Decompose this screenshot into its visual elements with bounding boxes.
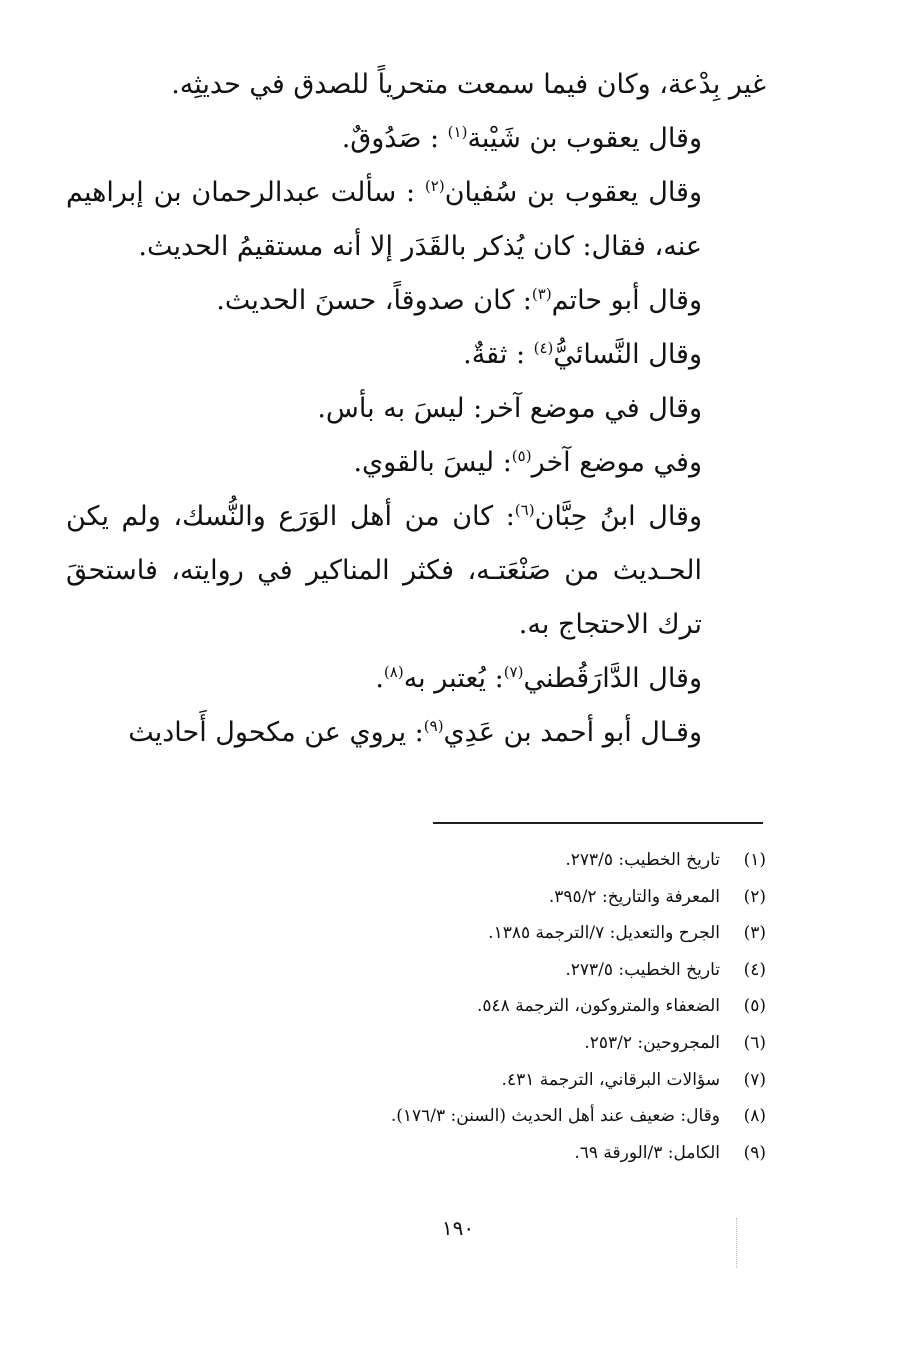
paragraph: وقال الدَّارَقُطني$^{(٧)}$: يُعتبر به$^{(٨)}$. — [375, 663, 702, 694]
footnotes — [200, 842, 766, 1171]
footnote-ref: (٤) — [533, 339, 554, 357]
footnote-ref: (٧) — [503, 663, 524, 681]
footnote-item — [200, 952, 766, 989]
footnote-text: الجرح والتعديل: ٧/الترجمة ١٣٨٥. — [488, 923, 720, 944]
footnote-text: المجروحين: ٢٥٣/٢. — [584, 1032, 720, 1053]
paragraph: وقال يعقوب بن سُفيان$^{(٢)}$ : سألت عبدالرحمان بن إبراهيم عنه، فقال: كان يُذكر بالقَدَر إلا أنه مستقيمُ الحديث. — [66, 177, 702, 262]
paragraph: وقال في موضع آخر: ليسَ به بأس. — [317, 393, 702, 424]
footnote-number: (٦) — [743, 1032, 766, 1053]
footnote-item — [200, 842, 766, 879]
footnote-item — [200, 1098, 766, 1135]
footnote-number: (٤) — [743, 959, 766, 980]
footnote-ref: (٣) — [531, 285, 552, 303]
main-text — [66, 58, 766, 760]
footnote-number: (٣) — [743, 923, 766, 944]
paragraph: وقال النَّسائيُّ$^{(٤)}$ : ثقةٌ. — [463, 339, 702, 370]
footnote-item — [200, 1025, 766, 1062]
paragraph: غير بِدْعة، وكان فيما سمعت متحرياً للصدق في حديثِه. — [171, 69, 766, 100]
footnote-ref: (٩) — [423, 717, 444, 735]
paragraph: وقـال أبو أحمد بن عَدِي$^{(٩)}$: يروي عن مكحول أَحاديث — [128, 717, 702, 748]
page-number: ١٩٠ — [441, 1216, 475, 1240]
footnote-text: وقال: ضعيف عند أهل الحديث (السنن: ١٧٦/٣). — [390, 1106, 720, 1127]
footnote-number: (٩) — [743, 1142, 766, 1163]
footnote-text: تاريخ الخطيب: ٢٧٣/٥. — [565, 850, 720, 870]
paragraph: وقال يعقوب بن شَيْبة$^{(١)}$ : صَدُوقٌ. — [341, 123, 702, 154]
footnote-item — [200, 988, 766, 1025]
paragraph: وفي موضع آخر$^{(٥)}$: ليسَ بالقوي. — [353, 447, 702, 478]
footnote-number: (٢) — [743, 886, 766, 907]
footnote-text: المعرفة والتاريخ: ٣٩٥/٢. — [548, 886, 720, 907]
footnote-text: الضعفاء والمتروكون، الترجمة ٥٤٨. — [476, 996, 720, 1017]
footnote-ref: (٥) — [511, 447, 532, 465]
footnote-separator — [433, 822, 763, 824]
footnote-item — [200, 915, 766, 952]
paragraph: وقال أبو حاتم$^{(٣)}$: كان صدوقاً، حسنَ الحديث. — [216, 285, 702, 316]
footnote-text: تاريخ الخطيب: ٢٧٣/٥. — [565, 959, 720, 980]
footnote-number: (٨) — [743, 1106, 766, 1127]
footnote-item — [200, 1062, 766, 1099]
footnote-ref: (١) — [447, 123, 468, 141]
footnote-number: (١) — [743, 850, 766, 870]
footnote-number: (٧) — [743, 1069, 766, 1090]
footnote-ref: (٦) — [514, 501, 535, 519]
footnote-text: سؤالات البرقاني، الترجمة ٤٣١. — [501, 1069, 720, 1090]
paragraph: وقال ابنُ حِبَّان$^{(٦)}$: كان من أهل الوَرَع والنُّسك، ولم يكن الحـديث من صَنْعَتـه، فكثر المناكير في روايته، فاستحقَ ترك الاحتجاج به. — [66, 501, 702, 640]
footnote-number: (٥) — [743, 996, 766, 1017]
footnote-item — [200, 1135, 766, 1172]
footnote-ref: (٨) — [383, 663, 404, 681]
footnote-text: الكامل: ٣/الورقة ٦٩. — [574, 1142, 720, 1163]
footnote-item — [200, 879, 766, 916]
footnote-ref: (٢) — [424, 177, 445, 195]
scan-edge-mark — [736, 1218, 737, 1268]
